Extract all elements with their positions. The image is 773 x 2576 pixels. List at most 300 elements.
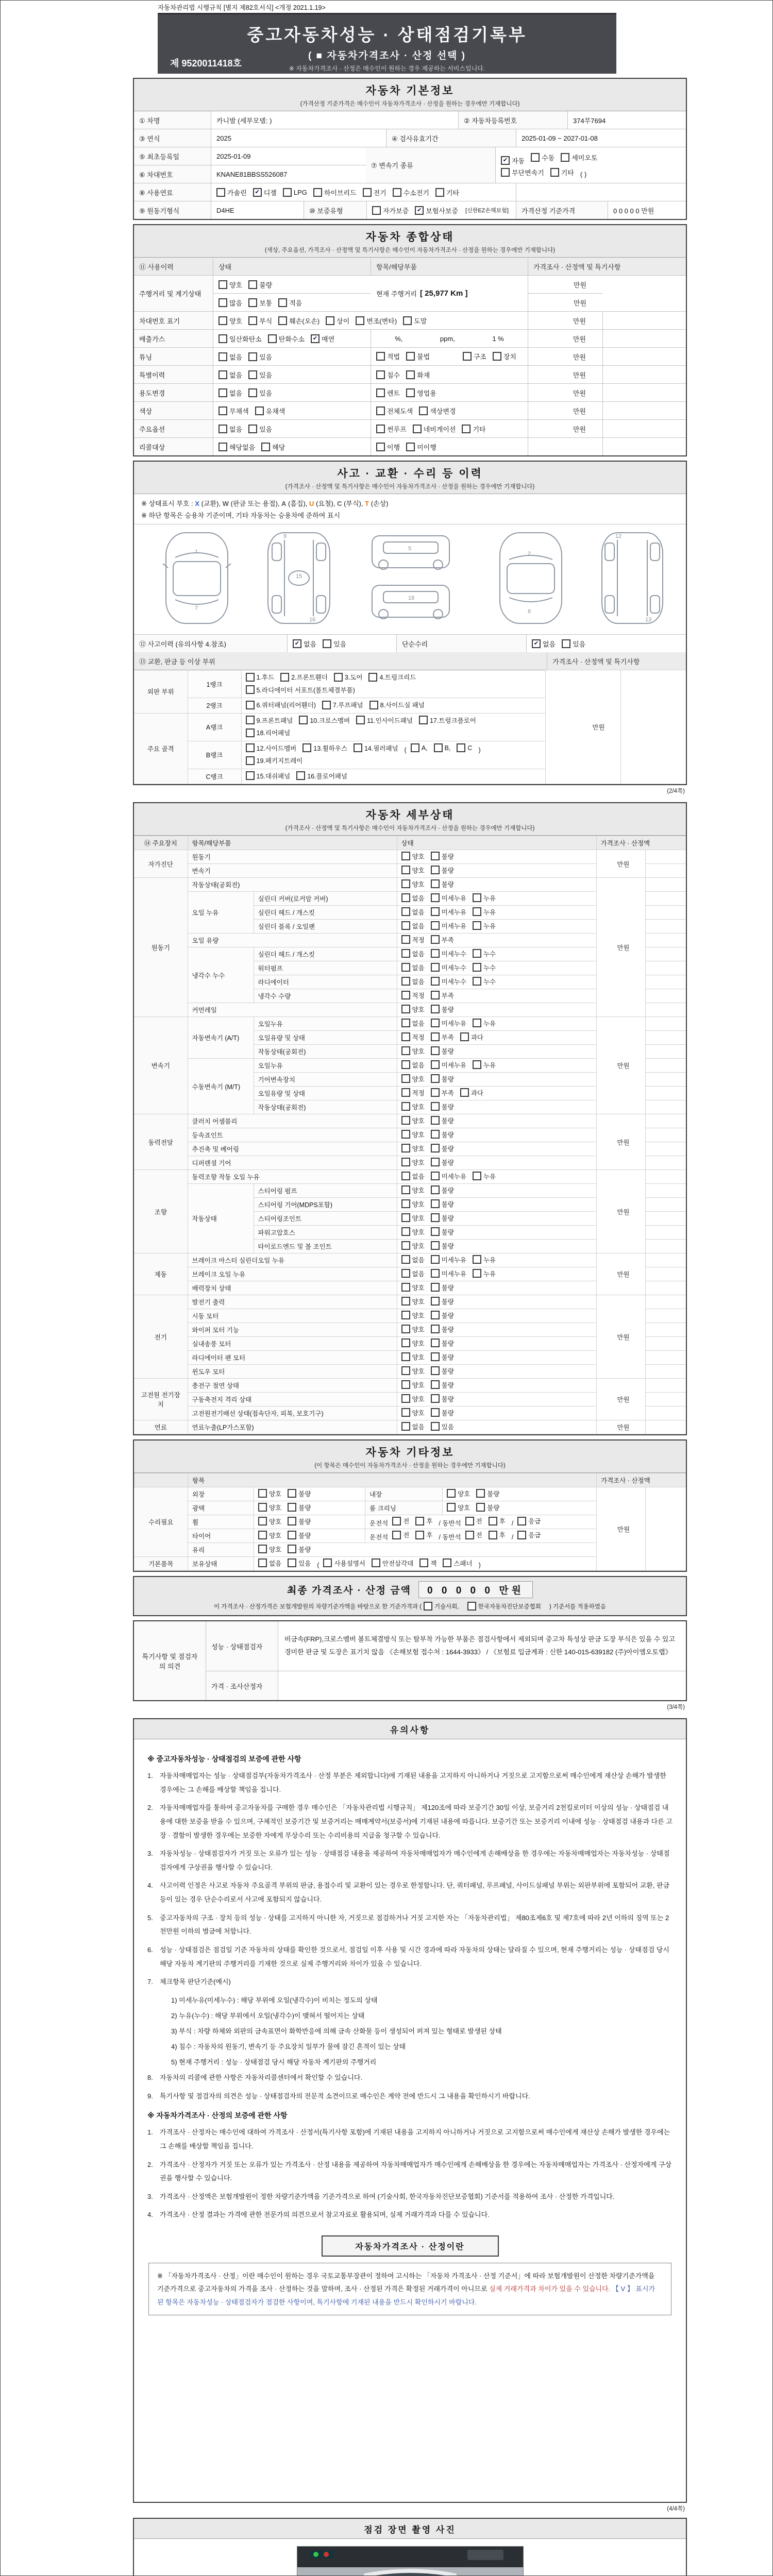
parts-options [371,438,528,455]
checkbox-option[interactable] [419,716,476,725]
unchecked-checkbox-icon [431,977,440,986]
checkbox-option[interactable] [258,1558,281,1568]
checkbox-option[interactable] [401,977,425,986]
checkbox-option[interactable] [401,1338,425,1348]
checkbox-option[interactable] [296,771,347,781]
checkbox-option[interactable] [401,1408,425,1417]
form-subtitle: ( ■ 자동차가격조사 · 산정 선택 ) [308,50,466,61]
checkbox-option[interactable] [401,1255,425,1264]
status-options [397,1323,596,1337]
simple-repair-label: 단순수리 [397,635,527,652]
option-label: 부족 [441,992,454,999]
option-label: 미세누유 [441,1256,466,1264]
inspector-opinion-text: 비금속(FRP),크로스멤버 볼트체결방식 또는 탈부착 가능한 부품은 점검사항에서 제외되며 중고차 특성상 판금 도장 부식은 있을 수 있고 경미한 판금 및 도장은 표기치 않음 《손해보험 접수처 : 1644-3933》 / 《보험료 입금계좌 : 신한 140-015-639182 (주)아이엠오토랩》 [284,1635,676,1656]
checkbox-option[interactable] [401,907,425,917]
checkbox-option[interactable] [401,879,425,889]
checkbox-option[interactable] [431,907,466,917]
checkbox-option[interactable] [447,1489,470,1498]
checkbox-option[interactable] [401,935,425,944]
checkbox-option[interactable] [431,1408,454,1417]
checkbox-option[interactable] [288,1531,311,1540]
checkbox-option[interactable] [431,963,466,972]
checkbox-option[interactable] [431,866,454,875]
checkbox-option[interactable] [288,1517,311,1526]
cell [603,438,686,455]
checkbox-option[interactable] [431,1241,454,1250]
option-label: 불량 [441,1353,454,1361]
checkbox-option[interactable] [219,280,242,290]
checkbox-option[interactable] [467,1602,541,1611]
option-text: ( ) [580,170,587,178]
checkbox-option[interactable] [401,893,425,903]
checkbox-option[interactable] [431,1172,466,1181]
checkbox-option[interactable] [476,1489,499,1498]
unchecked-checkbox-icon [246,728,255,737]
checkbox-option[interactable] [431,1325,454,1334]
checkbox-option[interactable] [473,1172,496,1181]
checkbox-option[interactable] [517,1530,541,1539]
checkbox-option[interactable] [376,442,400,452]
checkbox-option[interactable] [401,1297,425,1306]
status-options [397,975,596,989]
checkbox-option[interactable] [326,316,349,326]
page-marker-4: (4/4쪽) [667,2506,685,2512]
unchecked-checkbox-icon [401,1255,410,1264]
checkbox-option[interactable] [219,316,242,326]
checkbox-option[interactable] [323,1558,365,1568]
checkbox-option[interactable] [431,977,466,986]
checkbox-option[interactable] [219,334,262,344]
checkbox-option[interactable] [489,1516,506,1526]
checkbox-option[interactable] [401,866,425,875]
checkbox-option[interactable] [431,921,466,930]
checkbox-option[interactable] [562,639,585,649]
checkbox-option[interactable] [431,1102,454,1111]
checkbox-option[interactable] [246,728,291,737]
unchecked-checkbox-icon [401,1116,410,1125]
checkbox-option[interactable] [457,743,472,752]
checkbox-option[interactable] [431,879,454,889]
checkbox-option[interactable] [261,442,285,452]
price-cell: 만원 [528,348,603,365]
checkbox-option[interactable] [431,1144,454,1153]
section-etc-note: (이 항목은 매수인이 자동차가격조사 · 산정을 원하는 경우에만 기재합니다) [314,1463,506,1469]
checkbox-option[interactable] [501,167,544,177]
checkbox-option[interactable] [431,1060,466,1070]
checkbox-option[interactable] [258,1517,281,1526]
checkbox-option[interactable] [216,188,247,197]
checkbox-option[interactable] [431,1199,454,1209]
checkbox-option[interactable] [431,1185,454,1195]
checkbox-option[interactable] [401,1227,425,1236]
checkbox-option[interactable] [431,1032,454,1042]
checkbox-option[interactable] [248,298,272,308]
checkbox-option[interactable] [431,1352,454,1362]
checkbox-option[interactable] [368,672,416,682]
checkbox-option[interactable] [401,1422,425,1431]
checkbox-option[interactable] [434,743,451,752]
unchecked-checkbox-icon [268,334,277,343]
rank-label: C랭크 [188,769,241,784]
notice-item-text: 자동차의 리콜에 관한 사항은 자동차리콜센터에서 확인할 수 있습니다. [160,2073,363,2081]
page-marker-3: (3/4쪽) [667,1704,685,1710]
checkbox-option[interactable] [401,1241,425,1250]
checkbox-option[interactable] [415,1516,432,1526]
sub-item-label: 워터펌프 [254,961,397,975]
option-label: 누유 [483,1020,496,1027]
checkbox-option[interactable] [401,1019,425,1028]
checkbox-option[interactable] [401,1005,425,1014]
checkbox-option[interactable] [401,1311,425,1320]
notice-item [147,1943,673,1971]
unchecked-checkbox-icon [248,298,257,307]
checkbox-option[interactable] [424,1602,459,1611]
checkbox-option[interactable] [401,1325,425,1334]
checkbox-option[interactable] [463,351,486,361]
checkbox-option[interactable] [401,1046,425,1056]
checkbox-option[interactable] [376,424,407,434]
cell [603,366,686,383]
checkbox-option[interactable] [413,424,456,434]
checkbox-option[interactable] [299,716,350,725]
checkbox-option[interactable] [401,949,425,958]
checkbox-option[interactable] [403,316,427,326]
checkbox-option[interactable] [435,188,459,197]
parts-options [371,384,528,401]
checkbox-option[interactable] [258,1503,281,1512]
odometer-item: 현재 주행거리 [ 25,977 Km ] [371,276,528,311]
checkbox-option[interactable] [288,1545,311,1554]
checkbox-option[interactable] [392,1516,409,1526]
checkbox-option[interactable] [288,1558,311,1568]
checkbox-option[interactable] [401,1102,425,1111]
checkbox-option[interactable] [393,188,429,197]
checkbox-option[interactable] [473,1269,496,1278]
unchecked-checkbox-icon [246,673,255,682]
checkbox-option[interactable] [493,351,516,361]
checkbox-option[interactable] [293,639,316,649]
checkbox-option[interactable] [431,1088,454,1097]
checkbox-option[interactable] [354,743,398,753]
checkbox-option[interactable] [473,1019,496,1028]
option-label: 양호 [412,867,425,874]
option-label: 11.인사이드패널 [367,717,413,724]
checkbox-option[interactable] [219,442,255,452]
checkbox-option[interactable] [246,700,316,709]
checkbox-option[interactable] [313,188,357,197]
checkbox-option[interactable] [376,406,413,416]
checkbox-option[interactable] [550,167,574,177]
checkbox-option[interactable] [401,1213,425,1223]
checkbox-option[interactable] [219,388,242,398]
checkbox-option[interactable] [334,672,363,682]
note-cell [645,1045,686,1059]
checkbox-option[interactable] [476,1503,499,1512]
checkbox-option[interactable] [431,1005,454,1014]
checkbox-option[interactable] [401,963,425,972]
checkbox-option[interactable] [431,1130,454,1139]
checkbox-option[interactable] [443,1558,472,1568]
checkbox-option[interactable] [501,156,525,165]
checkbox-option[interactable] [473,963,496,972]
checkbox-option[interactable] [288,1503,311,1512]
unchecked-checkbox-icon [246,685,255,694]
checkbox-option[interactable] [401,1380,425,1389]
unchecked-checkbox-icon [258,1545,267,1553]
option-label: 유채색 [265,407,285,415]
checkbox-option[interactable] [431,935,454,944]
checkbox-option[interactable] [431,1283,454,1292]
checkbox-option[interactable] [219,370,242,380]
checkbox-option[interactable] [531,152,554,162]
checkbox-option[interactable] [246,716,293,725]
checkbox-option[interactable] [303,743,347,753]
unchecked-checkbox-icon [431,1158,440,1166]
checkbox-option[interactable] [248,316,272,326]
checkbox-option[interactable] [517,1516,541,1526]
option-label: 없음 [412,1020,425,1027]
checkbox-option[interactable] [248,370,272,380]
checkbox-option[interactable] [473,977,496,986]
checkbox-option[interactable] [431,1394,454,1403]
checkbox-option[interactable] [406,388,436,398]
checkbox-option[interactable] [219,352,242,362]
option-text: 운전석 [369,1519,389,1527]
usage-label: 배출가스 [134,330,213,347]
notice-item-text: 체크항목 판단기준(예시) [160,1978,231,1986]
checkbox-option[interactable] [392,1530,409,1539]
checkbox-option[interactable] [248,388,272,398]
etc-info-table [134,1473,686,1571]
option-label: 불량 [441,1242,454,1250]
sub-item-label: 냉각수 수량 [254,989,397,1003]
unchecked-checkbox-icon [401,1060,410,1069]
checkbox-option[interactable] [460,1088,483,1097]
checkbox-option[interactable] [431,1297,454,1306]
checkbox-option[interactable] [447,1503,470,1512]
svg-text:18: 18 [408,595,415,601]
checkbox-option[interactable] [253,188,277,197]
checkbox-option[interactable] [356,716,413,725]
note-cell [645,1379,686,1393]
option-label: 불량 [298,1532,311,1539]
notice-title: 유의사항 [390,1725,430,1735]
table-row [134,275,686,311]
checkbox-option[interactable] [372,1558,413,1568]
checkbox-option[interactable] [372,206,409,215]
checkbox-option[interactable] [431,1046,454,1056]
checkbox-option[interactable] [431,852,454,861]
checkbox-option[interactable] [219,424,242,434]
checkbox-option[interactable] [401,1116,425,1125]
checkbox-option[interactable] [431,1116,454,1125]
checkbox-option[interactable] [248,352,272,362]
status-options [397,1003,596,1017]
checkbox-option[interactable] [401,1185,425,1195]
panel-group-label: 외판 부위 [134,670,188,714]
checkbox-option[interactable] [246,672,275,682]
checkbox-option[interactable] [473,949,496,958]
checkbox-option[interactable] [248,424,272,434]
checkbox-option[interactable] [489,1530,506,1539]
checkbox-option[interactable] [401,1074,425,1083]
status-options [397,1114,596,1128]
checkbox-option[interactable] [431,1422,454,1431]
option-label: 8.사이드실 패널 [380,702,425,709]
unchecked-checkbox-icon [248,316,257,325]
checkbox-option[interactable] [401,1144,425,1153]
checkbox-option[interactable] [278,316,320,326]
checkbox-option[interactable] [246,685,355,694]
checkbox-option[interactable] [246,771,291,781]
checkbox-option[interactable] [401,921,425,930]
checkbox-option[interactable] [415,206,458,215]
checkbox-option[interactable] [431,1019,466,1028]
checkbox-option[interactable] [415,1530,432,1539]
checkbox-option[interactable] [465,1530,482,1539]
checkbox-option[interactable] [322,700,363,709]
checkbox-option[interactable] [248,280,272,290]
unchecked-checkbox-icon [372,206,381,215]
final-price-note-prefix: 이 가격조사 · 산정가격은 보험개발원의 차량기준가액을 바탕으로 한 기준가격과 ( [213,1603,422,1610]
checkbox-option[interactable] [278,298,302,308]
checkbox-option[interactable] [363,188,386,197]
checkbox-option[interactable] [401,1394,425,1403]
col-header: 가격조사 · 산정액 [597,1473,686,1487]
final-price-box [133,1576,687,1616]
checkbox-option[interactable] [406,442,436,452]
checkbox-option[interactable] [561,152,597,162]
checkbox-option[interactable] [401,1032,425,1042]
status-code-desc: (교환), [201,500,221,507]
checkbox-option[interactable] [462,424,485,434]
unchecked-checkbox-icon [413,425,422,433]
option-text: / 동반석 [439,1533,461,1541]
inspector-role-label: 성능 · 상태점검자 [206,1621,278,1671]
checkbox-option[interactable] [431,1380,454,1389]
checkbox-option[interactable] [473,1060,496,1070]
price-cell: 만원 [528,420,603,437]
checkbox-option[interactable] [401,1269,425,1278]
checkbox-option[interactable] [411,743,428,752]
unchecked-checkbox-icon [431,1102,440,1111]
checkbox-option[interactable] [376,388,400,398]
field-label: ③ 연식 [134,129,211,147]
checkbox-option[interactable] [246,756,303,765]
unchecked-checkbox-icon [401,1241,410,1250]
checkbox-option[interactable] [419,406,456,416]
checkbox-option[interactable] [431,1311,454,1320]
table-row [134,1170,686,1184]
checkbox-option[interactable] [369,700,425,709]
checkbox-option[interactable] [323,639,346,649]
checkbox-option[interactable] [401,1199,425,1209]
checkbox-option[interactable] [401,1130,425,1139]
checkbox-option[interactable] [401,1352,425,1362]
checkbox-option[interactable] [280,672,328,682]
cell [603,348,686,365]
unchecked-checkbox-icon [401,949,410,958]
checkbox-option[interactable] [431,1213,454,1223]
parts-options [371,420,528,437]
checkbox-option[interactable] [258,1531,281,1540]
checkbox-option[interactable] [431,1227,454,1236]
unchecked-checkbox-icon [246,771,255,780]
option-label: 미세누수 [441,950,466,958]
option-label: 14.필러패널 [364,744,398,752]
checkbox-option[interactable] [376,370,400,380]
unchecked-checkbox-icon [401,1199,410,1208]
checkbox-option[interactable] [311,334,334,344]
checkbox-option[interactable] [401,1283,425,1292]
checkbox-option[interactable] [419,1558,436,1568]
checkbox-option[interactable] [258,1489,281,1498]
checkbox-option[interactable] [465,1516,482,1526]
checkbox-option[interactable] [431,1255,466,1264]
option-label: 적정 [412,936,425,944]
checkbox-option[interactable] [431,1338,454,1348]
checkbox-option[interactable] [431,949,466,958]
option-label: 불량 [441,1228,454,1236]
checkbox-option[interactable] [401,1158,425,1167]
checkbox-option[interactable] [431,893,466,903]
checkbox-option[interactable] [406,351,430,361]
status-code-desc: (흠집), [288,500,308,507]
note-cell [645,1420,686,1434]
checkbox-option[interactable] [431,1074,454,1083]
checkbox-option[interactable] [460,1032,483,1042]
checkbox-option[interactable] [431,1158,454,1167]
option-label: 없음 [304,640,317,648]
checkbox-option[interactable] [473,921,496,930]
checkbox-option[interactable] [246,743,297,753]
checkbox-option[interactable] [288,1489,311,1498]
checkbox-option[interactable] [532,639,556,649]
item-label: 냉각수 누수 [188,947,254,1003]
checkbox-option[interactable] [406,370,430,380]
checkbox-option[interactable] [283,188,307,197]
checkbox-option[interactable] [431,1366,454,1376]
checkbox-option[interactable] [431,991,454,1000]
table-row [134,258,686,275]
checkbox-option[interactable] [473,893,496,903]
checkbox-option[interactable] [219,298,242,308]
checkbox-option[interactable] [401,1060,425,1070]
checkbox-option[interactable] [219,406,249,416]
checkbox-option[interactable] [401,1088,425,1097]
checkbox-option[interactable] [258,1545,281,1554]
unchecked-checkbox-icon [473,1269,481,1278]
reg-number-value: 374무7694 [573,116,606,125]
option-label: 수동 [542,154,555,162]
checkbox-option[interactable] [401,1366,425,1376]
unchecked-checkbox-icon [296,771,305,780]
checkbox-option[interactable] [473,907,496,917]
checkbox-option[interactable] [401,991,425,1000]
checkbox-option[interactable] [268,334,305,344]
unchecked-checkbox-icon [401,1380,410,1389]
option-label: 도말 [414,317,427,325]
checkbox-option[interactable] [431,1269,466,1278]
checkbox-option[interactable] [255,406,285,416]
checkbox-option[interactable] [401,852,425,861]
checkbox-option[interactable] [473,1255,496,1264]
emission-value: %, [395,334,403,343]
checkbox-option[interactable] [401,1172,425,1181]
checkbox-option[interactable] [376,351,400,361]
option-label: 양호 [229,317,243,325]
checkbox-option[interactable] [356,316,397,326]
